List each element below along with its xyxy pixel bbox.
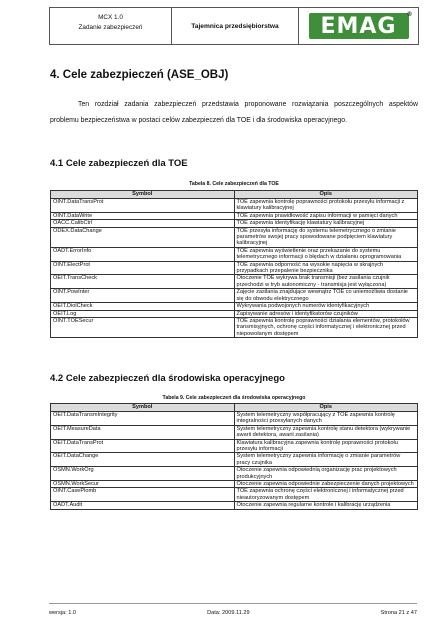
table-8-caption: Tabela 8. Cele zabezpieczeń dla TOE [189, 181, 279, 187]
logo-text: EMAG [320, 13, 397, 39]
header-confidentiality: Tajemnica przedsiębiorstwa [172, 8, 299, 44]
description-cell: Otoczenie zapewnia regularne kontrole i kalibrację urządzenia [234, 502, 418, 509]
col-description: Opis [234, 404, 418, 412]
symbol-cell: ODEX.DataChange [51, 227, 235, 247]
table-row [51, 275, 418, 289]
description-cell: TOE zapewnia identyfikację klawiatury kalibracyjnej [234, 220, 418, 227]
description-cell: TOE zapewnia prawidłowość zapisu informacji w pamięci danych [234, 212, 418, 219]
table-row [51, 310, 418, 317]
description-cell: Otoczenie zapewnia odpowiednią organizację prac projektowych produkcyjnych [234, 467, 418, 481]
description-cell: Otoczenie zapewnia odpowiednie zabezpieczenie danych projektowych [234, 481, 418, 488]
symbol-cell: OINT.PowInter [51, 289, 235, 303]
table-row [51, 199, 418, 213]
symbol-cell: OEIT.DiolCheck [51, 303, 235, 310]
symbol-cell: OEIT.Log [51, 310, 235, 317]
table-row [51, 425, 418, 439]
table-row [51, 453, 418, 467]
footer-version: wersja: 1.0 [49, 610, 77, 616]
description-cell: Zajęcie zasilania znajdujące wewnątrz TOE co uniemożliwia dostanie się do obwodu elektrycznego [234, 289, 418, 303]
footer-date: Data: 2009.11.29 [207, 610, 250, 616]
table-row [51, 261, 418, 275]
symbol-cell: OADT.Audit [51, 502, 235, 509]
col-symbol: Symbol [51, 404, 235, 412]
symbol-cell: OEIT.DataTransProt [51, 439, 235, 453]
table-row [51, 412, 418, 426]
page-header [49, 7, 419, 45]
table-row [51, 289, 418, 303]
symbol-cell: OINT.ElectProt [51, 261, 235, 275]
emag-logo [309, 11, 414, 39]
footer-page-number: Strona 21 z 47 [380, 610, 417, 616]
registered-mark: ® [406, 11, 414, 18]
symbol-cell: OSMN.WorkSecur [51, 481, 235, 488]
symbol-cell: OINT.TOESecur [51, 317, 235, 337]
table-row [51, 227, 418, 247]
header-logo-cell [299, 8, 418, 44]
description-cell: System telemetryczny zapewnia kontrolę stanu detektora (wykrywanie awarii detektora, awarii zasilania) [234, 425, 418, 439]
description-cell: TOE zapewnia odporność na wysokie napięcia w skrajnych przypadkach przepalenie bezpiecznika [234, 261, 418, 275]
table-row [51, 488, 418, 502]
symbol-cell: OADT.ErrorInfo [51, 247, 235, 261]
header-line1: MCX 1.0 [98, 14, 123, 21]
subsection-1-title: 4.1 Cele zabezpieczeń dla TOE [50, 158, 188, 169]
description-cell: System telemetryczny zapewnia informację o zmianie parametrów pracy czujnika [234, 453, 418, 467]
section-title: 4. Cele zabezpieczeń (ASE_OBJ) [50, 69, 229, 81]
description-cell: Otoczenie TOE wykrywa brak transmisji (bez zasilania czujnik przechodzi w tryb autonomiczny - transmisja jest wyłączona) [234, 275, 418, 289]
table-row [51, 317, 418, 337]
symbol-cell: OACC.CalibCtrl [51, 220, 235, 227]
symbol-cell: OINT.DataTransProt [51, 199, 235, 213]
symbol-cell: OEIT.TransCheck [51, 275, 235, 289]
section-intro: Ten rozdział zadania zabezpieczeń przedstawia proponowane rozwiązania poszczególnych aspektów problemu bezpieczeństwa w postaci celów zabezpieczeń dla TOE i dla środowiska operacyjnego. [50, 101, 418, 124]
table-row [51, 212, 418, 219]
description-cell: TOE przesyła informację do systemu telemetrycznego o zmianie parametrów swojej pracy spowodowane podpięciem klawiatury kalibracyjnej [234, 227, 418, 247]
subsection-2-title: 4.2 Cele zabezpieczeń dla środowiska operacyjnego [50, 373, 285, 384]
table-row [51, 247, 418, 261]
header-line2: Zadanie zabezpieczeń [78, 24, 143, 31]
table-row [51, 220, 418, 227]
table-row [51, 303, 418, 310]
table-9-caption: Tabela 9. Cele zabezpieczeń dla środowiska operacyjnego [162, 395, 306, 401]
symbol-cell: OINT.DataWrite [51, 212, 235, 219]
symbol-cell: OSMN.WorkOrg [51, 467, 235, 481]
description-cell: Wykrywania podwojonych numerów identyfikacyjnych [234, 303, 418, 310]
symbol-cell: OEIT.MeasureData [51, 425, 235, 439]
header-doc-info [50, 8, 172, 44]
table-8 [50, 190, 418, 338]
col-description: Opis [234, 191, 418, 199]
description-cell: TOE zapewnia wyświetlenie oraz przekazanie do systemu telemetrycznego informacji o błędach w działaniu oprogramowania [234, 247, 418, 261]
description-cell: TOE zapewnia ochronę części elektronicznej i informatycznej przed nieautoryzowanym dostępem [234, 488, 418, 502]
description-cell: TOE zapewnia kontrolę poprawności protokołu przesyłu informacji z klawiatury kalibracyjnej [234, 199, 418, 213]
table-row [51, 481, 418, 488]
table-row [51, 467, 418, 481]
col-symbol: Symbol [51, 191, 235, 199]
description-cell: Klawiatura kalibracyjna zapewnia kontrolę poprawności protokołu przesyłu informacji [234, 439, 418, 453]
description-cell: System telemetryczny współpracujący z TOE zapewnia kontrolę integralności przesyłanych danych [234, 412, 418, 426]
page-footer [49, 603, 417, 616]
table-9 [50, 403, 418, 510]
symbol-cell: OINT.CasePlomb [51, 488, 235, 502]
symbol-cell: OEIT.DataTransmIntegrity [51, 412, 235, 426]
description-cell: Zapisywanie adresów i identyfikatorów czujników [234, 310, 418, 317]
table-row [51, 439, 418, 453]
table-row [51, 502, 418, 509]
symbol-cell: OEIT.DataChange [51, 453, 235, 467]
description-cell: TOE zapewnia kontrolę poprawności działania elementów, protokołów transmisyjnych, ochronę części informatycznej i elektronicznej przed niepowołanym dostępem [234, 317, 418, 337]
